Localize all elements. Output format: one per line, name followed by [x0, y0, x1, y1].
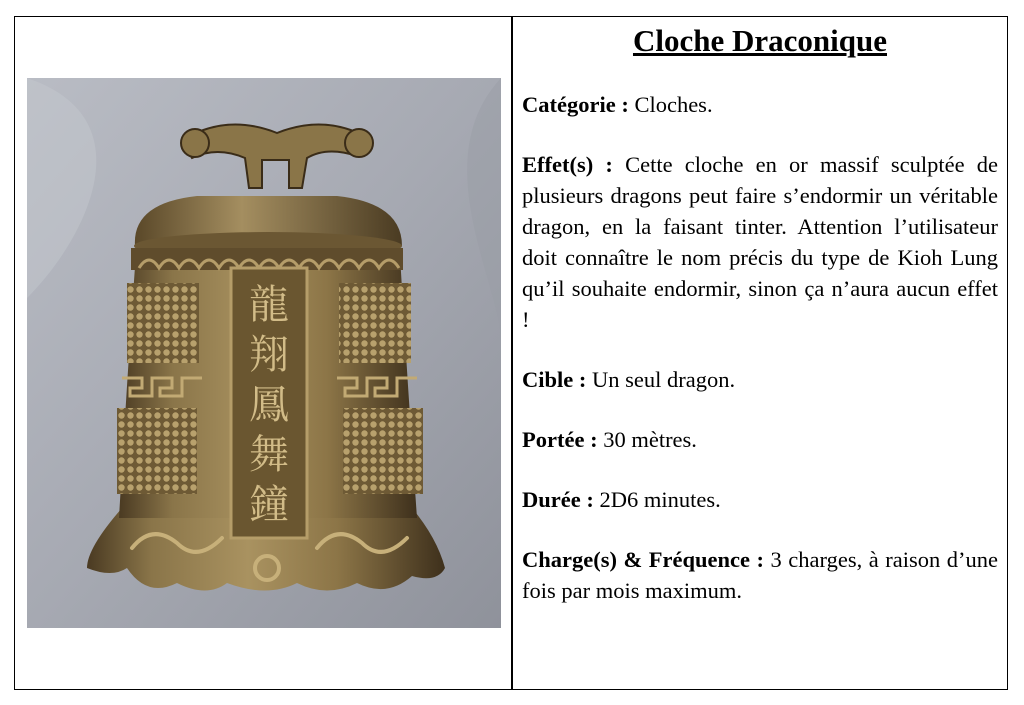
charges-value: 3 charges, à raison d’une fois par mois maximum. — [522, 547, 998, 603]
item-title: Cloche Draconique — [632, 23, 887, 58]
description-column — [522, 17, 998, 606]
category-field — [522, 89, 998, 120]
duration-label: Durée : — [522, 487, 594, 512]
target-label: Cible : — [522, 367, 587, 392]
target-field — [522, 364, 998, 395]
duration-value: 2D6 minutes. — [599, 487, 721, 512]
category-label: Catégorie : — [522, 92, 629, 117]
range-field — [522, 424, 998, 455]
inscription-char: 舞 — [249, 432, 289, 478]
inscription-char: 鳳 — [249, 382, 289, 428]
effects-value: Cette cloche en or massif sculptée de plusieurs dragons peut faire s’endormir un véritable dragon, en la faisant tinter. Attention l’utilisateur doit connaître le nom précis du type de Kioh Lung qu’il souhaite endormir, sinon ça n’aura aucun effet ! — [522, 152, 999, 332]
charges-label: Charge(s) & Fréquence : — [522, 547, 764, 572]
effects-field — [522, 149, 998, 335]
range-label: Portée : — [522, 427, 598, 452]
duration-field — [522, 484, 998, 515]
range-value: 30 mètres. — [603, 427, 697, 452]
item-card — [14, 16, 1008, 690]
charges-field — [522, 544, 998, 606]
bronze-bell-image — [27, 78, 501, 628]
bell-photo — [27, 78, 501, 628]
target-value: Un seul dragon. — [592, 367, 736, 392]
inscription-char: 龍 — [249, 282, 289, 328]
inscription-char: 翔 — [249, 332, 289, 378]
category-value: Cloches. — [634, 92, 713, 117]
inscription-char: 鐘 — [249, 482, 289, 528]
effects-label: Effet(s) : — [522, 152, 613, 177]
column-divider — [511, 17, 513, 689]
